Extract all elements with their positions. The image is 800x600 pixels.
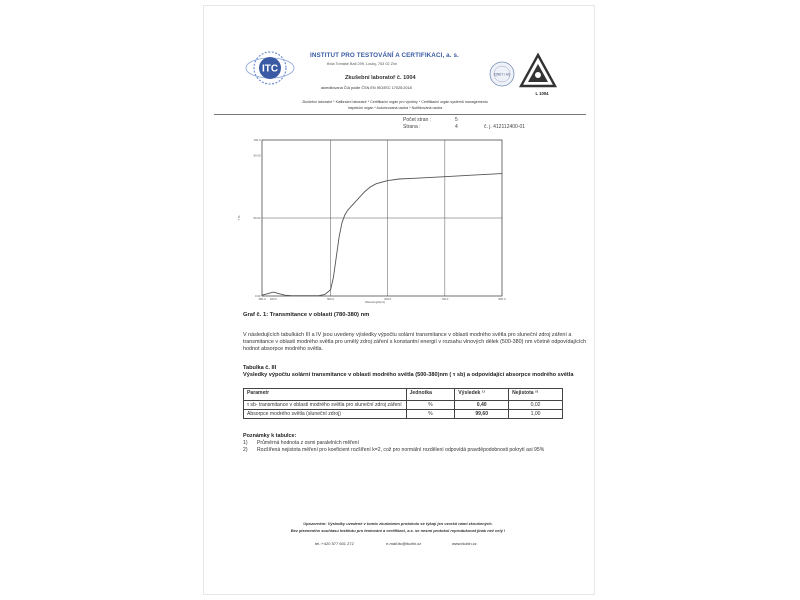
cai-label: L 1004 bbox=[535, 91, 549, 96]
y-axis-label: T % bbox=[237, 215, 241, 221]
categories-line-1: Zkušební laboratoř * Kalibrační laboratoř * Certifikační orgán pro výrobky * Certifikační orgán systémů managementu bbox=[302, 100, 488, 104]
seal-text: IQNET / AQ bbox=[493, 72, 511, 77]
categories-line-2: Inspekční orgán * Autorizovaná osoba * Notifikovaná osoba bbox=[347, 106, 443, 110]
footer-warning-1: Upozornění: Výsledky uvedené v tomto zkušebním protokolu se týkají jen vzorků námi zkoušených. bbox=[303, 521, 493, 526]
chart-caption: Graf č. 1: Transmitance v oblasti (780-380) nm bbox=[243, 312, 370, 318]
table-heading: Tabulka č. III bbox=[243, 365, 277, 371]
note-mark: 1) bbox=[243, 440, 248, 446]
x-tick-label: 600.0 bbox=[384, 297, 392, 301]
column-header: Nejistota ²⁾ bbox=[509, 389, 563, 401]
y-tick-label: 90.00 bbox=[253, 153, 261, 158]
body-paragraph: V následujících tabulkách III a IV jsou uvedeny výsledky výpočtu solární transmitance v oblasti modrého světla pro sluneční zdroj záření a transmitance v oblasti modrého světla pro umělý zdroj záření s konstantní energií v rozsahu vlnových délek (500-380) nm včetně odpovídajících hodnot absorpce modrého světla. bbox=[243, 332, 587, 353]
pages-label: Počet stran : bbox=[403, 117, 432, 123]
cai-accreditation-mark bbox=[518, 52, 558, 98]
note-text: Průměrná hodnota z osmi paralelních měření bbox=[257, 440, 359, 446]
itc-logo-text: ITC bbox=[261, 63, 279, 75]
footer-web: www.itczlin.cz bbox=[452, 541, 477, 546]
unit-cell: % bbox=[406, 401, 455, 410]
lab-accreditation: akreditovaná ČIA podle ČSN EN ISO/IEC 17025:2018 bbox=[321, 86, 412, 90]
x-tick-label: 400.0 bbox=[269, 297, 277, 301]
column-header: Výsledek ¹⁾ bbox=[455, 389, 509, 401]
page-value: 4 bbox=[455, 124, 458, 130]
x-tick-label: 500.0 bbox=[327, 297, 335, 301]
y-tick-label: 50.00 bbox=[253, 216, 261, 220]
x-tick-label: 380.0 bbox=[258, 297, 266, 301]
x-tick-label: 800.0 bbox=[498, 297, 506, 301]
y-tick-label: 100.0 bbox=[253, 138, 261, 142]
org-address: třída Tomáše Bati 299, Louky, 763 02 Zlín bbox=[327, 62, 397, 66]
footer-email: e-mail:itc@itczlin.cz bbox=[386, 541, 422, 546]
notes-heading: Poznámky k tabulce: bbox=[243, 433, 297, 439]
uncertainty-cell: 0,02 bbox=[509, 401, 563, 410]
param-cell: Absorpce modrého světla (sluneční zdroj) bbox=[244, 410, 407, 419]
footer-warning-2: Bez písemného souhlasu Institutu pro testování a certifikaci, a.s. se nesmí protokol reprodukovat jinak než celý ! bbox=[290, 528, 506, 533]
result-cell: 0,40 bbox=[455, 401, 509, 410]
column-header: Jednotka bbox=[406, 389, 455, 401]
results-table bbox=[243, 388, 563, 419]
column-header: Parametr bbox=[244, 389, 407, 401]
table-header-row bbox=[244, 389, 563, 401]
lab-title: Zkušební laboratoř č. 1004 bbox=[345, 75, 416, 81]
note-text: Rozšířená nejistota měření pro koeficient rozšíření k=2, což pro normální rozdělení odpovídá pravděpodobnosti pokrytí asi 95% bbox=[257, 447, 545, 453]
unit-cell: % bbox=[406, 410, 455, 419]
certification-seal bbox=[488, 60, 516, 88]
document-number: č. j. 412112400-01 bbox=[484, 124, 526, 130]
org-name: INSTITUT PRO TESTOVÁNÍ A CERTIFIKACI, a. s. bbox=[310, 52, 459, 59]
param-cell: τ sb- transmitance v oblasti modrého světla pro sluneční zdroj záření bbox=[244, 401, 407, 410]
uncertainty-cell: 1,00 bbox=[509, 410, 563, 419]
y-tick-label: 0.00 bbox=[255, 294, 261, 298]
table-row bbox=[244, 401, 563, 410]
result-cell: 99,60 bbox=[455, 410, 509, 419]
pages-value: 5 bbox=[455, 117, 458, 123]
header-divider bbox=[214, 114, 586, 115]
transmittance-chart bbox=[236, 134, 516, 306]
table-row bbox=[244, 410, 563, 419]
table-title: Výsledky výpočtu solární transmitance v oblasti modrého světla (500-380)nm ( τ sb) a odpovídající absorpce modrého světla bbox=[243, 372, 574, 378]
series-line bbox=[262, 174, 502, 296]
page-label: Strana : bbox=[403, 124, 421, 130]
x-tick-label: 700.0 bbox=[441, 297, 449, 301]
note-mark: 2) bbox=[243, 447, 248, 453]
x-axis-label: Wavelength[nm] bbox=[364, 300, 386, 304]
footer-phone: tel.:+420 577 601 272 bbox=[315, 541, 354, 546]
itc-logo bbox=[243, 48, 297, 88]
